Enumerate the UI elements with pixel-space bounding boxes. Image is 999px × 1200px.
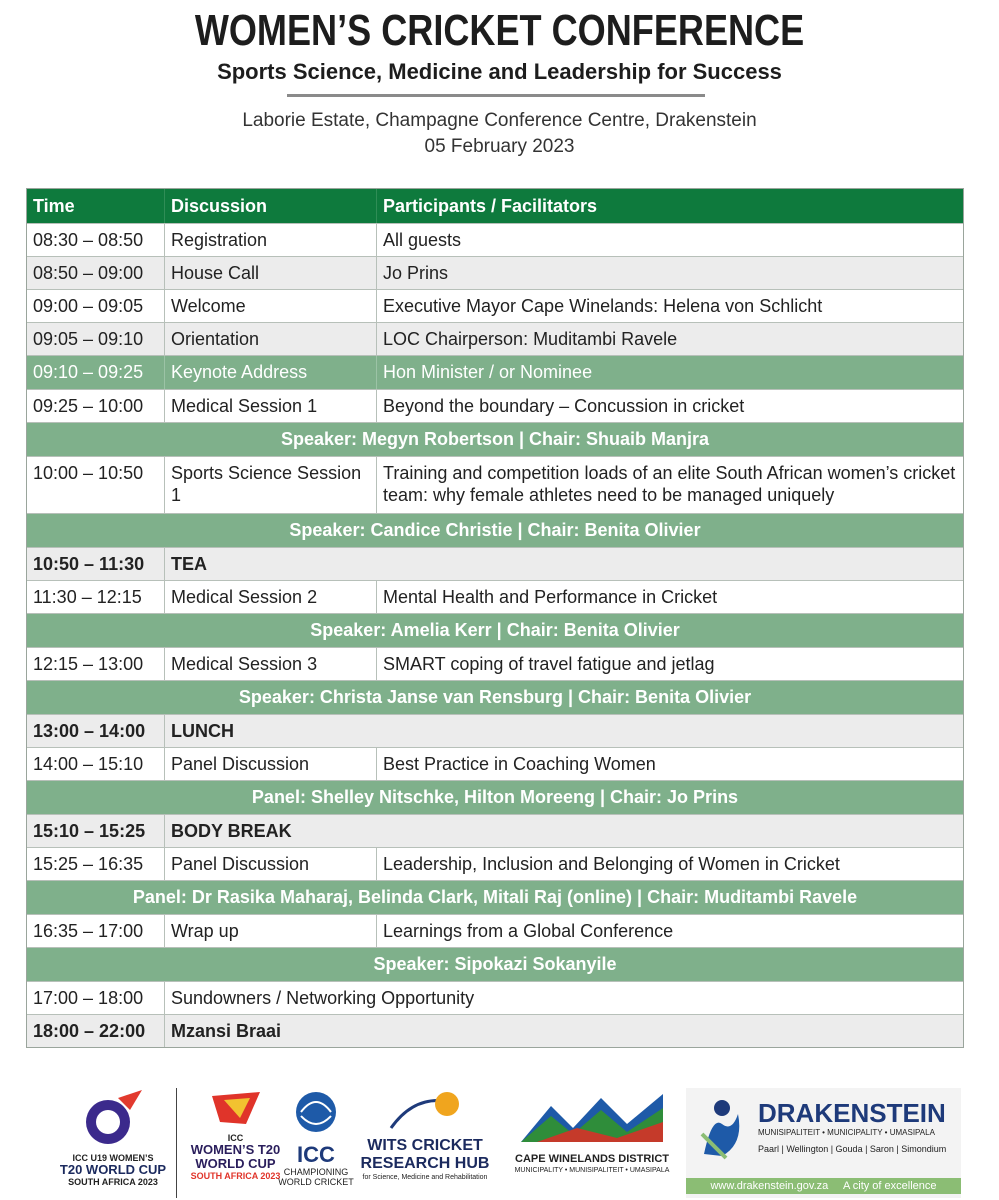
row-participants: Best Practice in Coaching Women	[376, 748, 963, 780]
row-participants: Learnings from a Global Conference	[376, 915, 963, 947]
row-participants: Mental Health and Performance in Cricket	[376, 581, 963, 613]
event-date: 05 February 2023	[424, 136, 575, 157]
t20-line1: ICC	[227, 1133, 244, 1143]
icc-line1: ICC	[297, 1142, 335, 1167]
row-discussion: Wrap up	[164, 915, 376, 947]
speaker-line: Speaker: Megyn Robertson | Chair: Shuaib Manjra	[280, 429, 710, 449]
speaker-row	[27, 947, 963, 981]
row-time: 10:00 – 10:50	[33, 463, 144, 483]
speaker-row	[27, 513, 963, 547]
row-time: 08:50 – 09:00	[33, 263, 144, 283]
column-header-discussion: Discussion	[164, 189, 376, 223]
cricket-ball-icon	[385, 1088, 465, 1132]
row-discussion: Registration	[164, 224, 376, 256]
table-row	[27, 322, 963, 355]
icc-globe-icon	[293, 1088, 339, 1138]
speaker-row	[27, 780, 963, 814]
venue: Laborie Estate, Champagne Conference Centre, Drakenstein	[242, 110, 757, 131]
table-row	[27, 389, 963, 422]
table-row-break	[27, 1014, 963, 1047]
table-row	[27, 914, 963, 947]
table-row-keynote	[27, 355, 963, 389]
row-participants: Jo Prins	[376, 257, 963, 289]
table-row	[27, 647, 963, 680]
row-time: 11:30 – 12:15	[33, 587, 142, 607]
speaker-line: Panel: Dr Rasika Maharaj, Belinda Clark, Mitali Raj (online) | Chair: Muditambi Ravele	[132, 887, 858, 907]
column-header-participants: Participants / Facilitators	[376, 189, 963, 223]
t20-line4: SOUTH AFRICA 2023	[190, 1171, 281, 1181]
speaker-line: Speaker: Amelia Kerr | Chair: Benita Olivier	[310, 620, 680, 640]
row-discussion: BODY BREAK	[164, 815, 963, 847]
cape-line1: CAPE WINELANDS DISTRICT	[515, 1153, 669, 1165]
row-discussion: Medical Session 1	[164, 390, 376, 422]
row-discussion: Medical Session 2	[164, 581, 376, 613]
row-discussion: LUNCH	[164, 715, 963, 747]
table-row	[27, 580, 963, 613]
speaker-row	[27, 680, 963, 714]
row-time: 10:50 – 11:30	[33, 554, 145, 574]
icc-line3: WORLD CRICKET	[278, 1177, 354, 1187]
u19-world-cup-logo	[54, 1088, 172, 1198]
sponsor-logos	[26, 1088, 964, 1198]
u19-line3: SOUTH AFRICA 2023	[68, 1177, 158, 1187]
table-row	[27, 847, 963, 880]
row-discussion: Keynote Address	[164, 356, 376, 389]
table-row	[27, 456, 963, 513]
row-discussion: Panel Discussion	[164, 848, 376, 880]
table-row-break	[27, 814, 963, 847]
row-time: 18:00 – 22:00	[33, 1021, 146, 1041]
row-time: 08:30 – 08:50	[33, 230, 144, 250]
table-row-break	[27, 547, 963, 580]
table-row	[27, 223, 963, 256]
wits-research-hub-logo	[344, 1088, 506, 1198]
row-participants: SMART coping of travel fatigue and jetlag	[376, 648, 963, 680]
t20-emblem-icon	[206, 1088, 266, 1128]
drakenstein-emblem-icon	[692, 1094, 752, 1164]
drakenstein-name: DRAKENSTEIN	[758, 1098, 946, 1128]
table-row-break	[27, 714, 963, 747]
drakenstein-tagline: A city of excellence	[842, 1180, 937, 1192]
t20-line2: WOMEN’S T20	[190, 1142, 281, 1157]
row-discussion: Orientation	[164, 323, 376, 355]
row-participants: Beyond the boundary – Concussion in cricket	[376, 390, 963, 422]
cape-line2: MUNICIPALITY • MUNISIPALITEIT • UMASIPALA	[514, 1167, 670, 1174]
table-header-row	[27, 189, 963, 223]
row-discussion: Sports Science Session 1	[164, 457, 376, 513]
row-time: 15:25 – 16:35	[33, 854, 144, 874]
row-discussion: TEA	[164, 548, 963, 580]
row-discussion: Welcome	[164, 290, 376, 322]
row-time: 12:15 – 13:00	[33, 654, 144, 674]
row-time: 09:25 – 10:00	[33, 396, 144, 416]
drakenstein-url: www.drakenstein.gov.za	[710, 1180, 829, 1192]
row-participants: Training and competition loads of an elite South African women’s cricket team: why female athletes need to be managed uniquely	[376, 457, 963, 513]
row-time: 14:00 – 15:10	[33, 754, 144, 774]
row-participants: Hon Minister / or Nominee	[376, 356, 963, 389]
row-discussion: Panel Discussion	[164, 748, 376, 780]
row-time: 09:00 – 09:05	[33, 296, 144, 316]
table-row	[27, 747, 963, 780]
u19-line1: ICC U19 WOMEN’S	[72, 1153, 154, 1163]
schedule-table	[26, 188, 964, 1048]
drakenstein-line1: MUNISIPALITEIT • MUNICIPALITY • UMASIPALA	[758, 1128, 935, 1137]
speaker-line: Panel: Shelley Nitschke, Hilton Moreeng | Chair: Jo Prins	[251, 787, 739, 807]
row-time: 09:10 – 09:25	[33, 362, 144, 382]
row-participants: LOC Chairperson: Muditambi Ravele	[376, 323, 963, 355]
speaker-row	[27, 880, 963, 914]
page-subtitle: Sports Science, Medicine and Leadership for Success	[217, 59, 782, 84]
wits-line2: RESEARCH HUB	[360, 1155, 490, 1172]
row-participants: Leadership, Inclusion and Belonging of Women in Cricket	[376, 848, 963, 880]
drakenstein-url-bar	[686, 1178, 961, 1194]
row-time: 13:00 – 14:00	[33, 721, 146, 741]
row-discussion: Sundowners / Networking Opportunity	[164, 982, 963, 1014]
page-title: WOMEN’S CRICKET CONFERENCE	[194, 6, 805, 55]
speaker-line: Speaker: Christa Janse van Rensburg | Chair: Benita Olivier	[238, 687, 752, 707]
title-divider	[287, 94, 705, 97]
speaker-row	[27, 422, 963, 456]
row-time: 16:35 – 17:00	[33, 921, 144, 941]
cape-winelands-logo	[512, 1088, 672, 1198]
u19-emblem-icon	[78, 1088, 148, 1148]
u19-line2: T20 WORLD CUP	[59, 1162, 167, 1177]
wits-line3: for Science, Medicine and Rehabilitation	[362, 1174, 488, 1181]
row-discussion: House Call	[164, 257, 376, 289]
drakenstein-logo	[686, 1088, 961, 1198]
row-time: 15:10 – 15:25	[33, 821, 146, 841]
speaker-line: Speaker: Candice Christie | Chair: Benita Olivier	[289, 520, 701, 540]
mountains-icon	[517, 1088, 667, 1148]
icc-line2: CHAMPIONING	[283, 1167, 349, 1177]
speaker-line: Speaker: Sipokazi Sokanyile	[373, 954, 617, 974]
table-row	[27, 256, 963, 289]
t20-line3: WORLD CUP	[195, 1156, 276, 1171]
table-row	[27, 981, 963, 1014]
row-discussion: Medical Session 3	[164, 648, 376, 680]
row-participants: All guests	[376, 224, 963, 256]
row-time: 17:00 – 18:00	[33, 988, 144, 1008]
row-participants: Executive Mayor Cape Winelands: Helena von Schlicht	[376, 290, 963, 322]
drakenstein-line2: Paarl | Wellington | Gouda | Saron | Simondium	[758, 1144, 947, 1154]
row-time: 09:05 – 09:10	[33, 329, 144, 349]
speaker-row	[27, 613, 963, 647]
table-row	[27, 289, 963, 322]
wits-line1: WITS CRICKET	[367, 1137, 483, 1154]
column-header-time: Time	[33, 196, 75, 216]
row-discussion: Mzansi Braai	[164, 1015, 963, 1047]
